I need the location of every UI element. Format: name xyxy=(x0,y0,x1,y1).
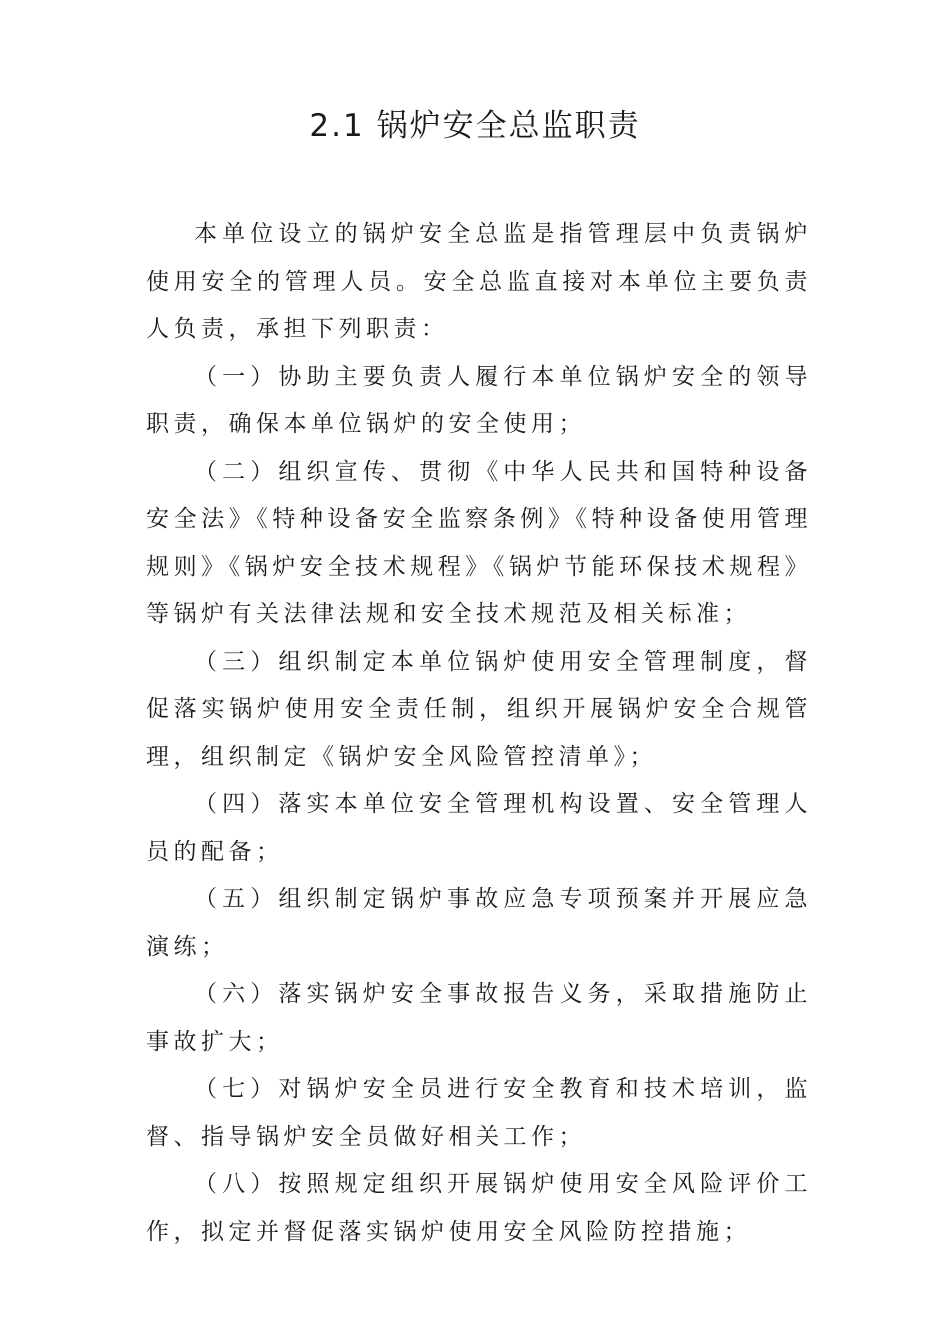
duty-item-5: （五）组织制定锅炉事故应急专项预案并开展应急演练； xyxy=(146,886,812,960)
intro-paragraph: 本单位设立的锅炉安全总监是指管理层中负责锅炉使用安全的管理人员。安全总监直接对本单位主要负责人负责，承担下列职责： xyxy=(146,221,812,342)
duty-item-8: （八）按照规定组织开展锅炉使用安全风险评价工作，拟定并督促落实锅炉使用安全风险防控措施； xyxy=(146,1171,812,1245)
page-title: 2.1 锅炉安全总监职责 xyxy=(309,108,641,144)
duty-item-3: （三）组织制定本单位锅炉使用安全管理制度，督促落实锅炉使用安全责任制，组织开展锅炉安全合规管理，组织制定《锅炉安全风险管控清单》； xyxy=(146,648,812,770)
duty-item-4: （四）落实本单位安全管理机构设置、安全管理人员的配备； xyxy=(146,791,812,865)
duty-item-6: （六）落实锅炉安全事故报告义务，采取措施防止事故扩大； xyxy=(146,981,812,1055)
duty-item-7: （七）对锅炉安全员进行安全教育和技术培训，监督、指导锅炉安全员做好相关工作； xyxy=(146,1076,812,1150)
duty-item-2: （二）组织宣传、贯彻《中华人民共和国特种设备安全法》《特种设备安全监察条例》《特种设备使用管理规则》《锅炉安全技术规程》《锅炉节能环保技术规程》等锅炉有关法律法规和安全技术规范及相关标准； xyxy=(146,458,812,627)
document-body xyxy=(146,211,812,1256)
duty-item-1: （一）协助主要负责人履行本单位锅炉安全的领导职责，确保本单位锅炉的安全使用； xyxy=(146,363,812,437)
